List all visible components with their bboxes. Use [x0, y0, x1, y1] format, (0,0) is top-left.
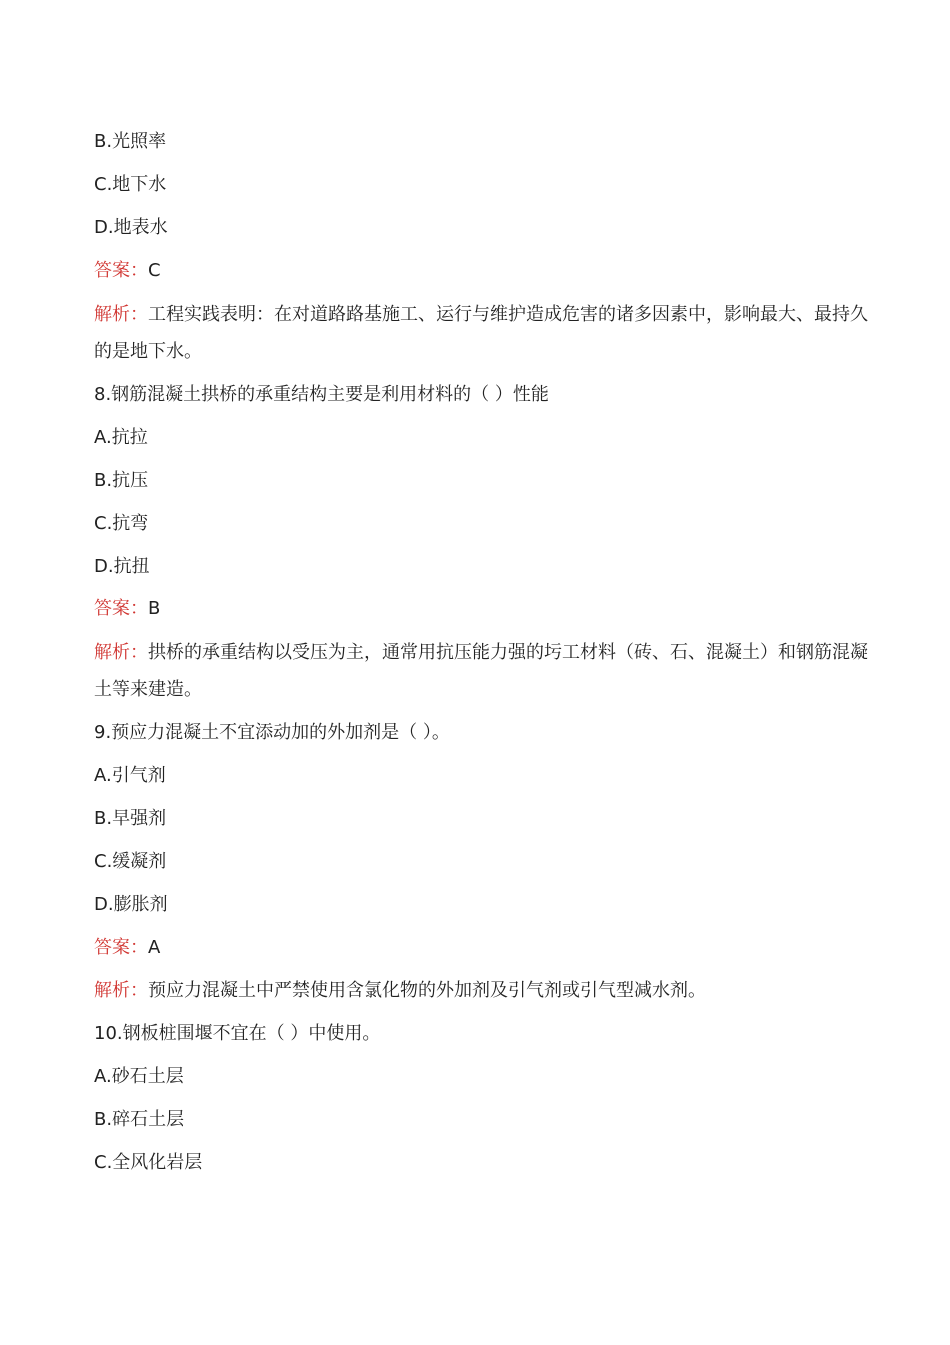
- analysis-text: 预应力混凝土中严禁使用含氯化物的外加剂及引气剂或引气型减水剂。: [148, 980, 706, 1001]
- answer-value: B: [148, 598, 161, 619]
- q8-option-c: C.抗弯: [94, 513, 149, 534]
- q7-answer: [94, 260, 161, 282]
- q7-option-d: D.地表水: [94, 217, 168, 238]
- q10-option-b: B.碎石土层: [94, 1109, 185, 1130]
- analysis-label: 解析：: [94, 304, 148, 325]
- q9-analysis: [94, 980, 706, 1002]
- q9-option-d: D.膨胀剂: [94, 894, 168, 915]
- q10-question: 10.钢板桩围堰不宜在（ ）中使用。: [94, 1023, 381, 1044]
- q7-option-b: B.光照率: [94, 131, 167, 152]
- analysis-label: 解析：: [94, 642, 148, 663]
- q8-option-b: B.抗压: [94, 470, 149, 491]
- q8-answer: [94, 598, 160, 620]
- answer-label: 答案：: [94, 937, 148, 958]
- q8-analysis: [94, 634, 869, 708]
- answer-value: A: [148, 937, 161, 958]
- q10-option-c: C.全风化岩层: [94, 1152, 203, 1173]
- q7-option-c: C.地下水: [94, 174, 167, 195]
- analysis-text: 拱桥的承重结构以受压为主，通常用抗压能力强的圬工材料（砖、石、混凝土）和钢筋混凝土等来建造。: [94, 642, 868, 700]
- answer-label: 答案：: [94, 260, 148, 281]
- q10-option-a: A.砂石土层: [94, 1066, 184, 1087]
- q9-answer: [94, 937, 160, 959]
- analysis-label: 解析：: [94, 980, 148, 1001]
- analysis-text: 工程实践表明：在对道路路基施工、运行与维护造成危害的诸多因素中，影响最大、最持久的是地下水。: [94, 304, 868, 362]
- answer-label: 答案：: [94, 598, 148, 619]
- q8-option-a: A.抗拉: [94, 427, 148, 448]
- q8-option-d: D.抗扭: [94, 556, 150, 577]
- q9-option-a: A.引气剂: [94, 765, 166, 786]
- q9-option-c: C.缓凝剂: [94, 851, 167, 872]
- answer-value: C: [148, 260, 161, 281]
- q9-option-b: B.早强剂: [94, 808, 167, 829]
- q8-question: 8.钢筋混凝土拱桥的承重结构主要是利用材料的（ ）性能: [94, 384, 549, 405]
- q9-question: 9.预应力混凝土不宜添动加的外加剂是（ ）。: [94, 722, 450, 743]
- q7-analysis: [94, 296, 869, 370]
